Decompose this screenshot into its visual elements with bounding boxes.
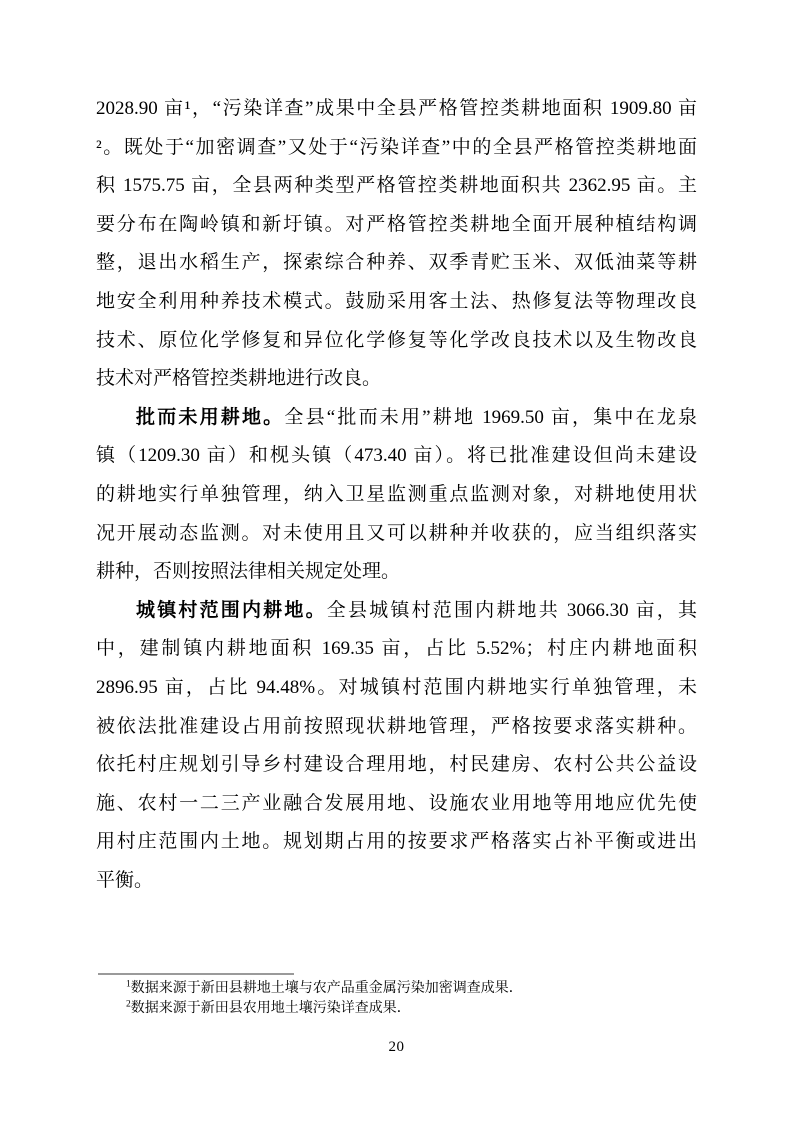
body-line: 依托村庄规划引导乡村建设合理用地，村民建房、农村公共公益设 bbox=[96, 754, 697, 776]
body-line: 镇（1209.30 亩）和枧头镇（473.40 亩）。将已批准建设但尚未建设 bbox=[96, 445, 697, 467]
body-line: 被依法批准建设占用前按照现状耕地管理，严格按要求落实耕种。 bbox=[96, 715, 697, 737]
paragraph-strict-control-farmland bbox=[96, 90, 697, 399]
paragraph-lead-rest: 全县城镇村范围内耕地共 3066.30 亩，其 bbox=[326, 599, 697, 621]
paragraph-lead-line bbox=[96, 399, 697, 438]
body-line: 施、农村一二三产业融合发展用地、设施农业用地等用地应优先使 bbox=[96, 792, 697, 814]
body-line: 中，建制镇内耕地面积 169.35 亩，占比 5.52%；村庄内耕地面积 bbox=[96, 638, 697, 660]
body-line: 积 1575.75 亩，全县两种类型严格管控类耕地面积共 2362.95 亩。主 bbox=[96, 175, 697, 197]
body-line: 平衡。 bbox=[96, 869, 154, 891]
footnote-marker: 2 bbox=[126, 998, 131, 1009]
body-line: 用村庄范围内土地。规划期占用的按要求严格落实占补平衡或进出 bbox=[96, 831, 697, 853]
footnote-text: 数据来源于新田县耕地土壤与农产品重金属污染加密调查成果． bbox=[130, 981, 523, 996]
footnote-1 bbox=[96, 979, 697, 999]
paragraph-urban-village-farmland bbox=[96, 592, 697, 901]
body-line: 况开展动态监测。对未使用且又可以耕种并收获的，应当组织落实 bbox=[96, 522, 697, 544]
body-line: 耕种，否则按照法律相关规定处理。 bbox=[96, 561, 401, 583]
body-line: 要分布在陶岭镇和新圩镇。对严格管控类耕地全面开展种植结构调 bbox=[96, 213, 697, 235]
body-text-block bbox=[96, 90, 697, 900]
body-line: 2896.95 亩，占比 94.48%。对城镇村范围内耕地实行单独管理，未 bbox=[96, 676, 697, 698]
body-line: 2028.90 亩¹，“污染详查”成果中全县严格管控类耕地面积 1909.80 亩 bbox=[96, 98, 697, 119]
footnote-text: 数据来源于新田县农用地土壤污染详查成果． bbox=[130, 1000, 411, 1016]
footnote-2 bbox=[96, 999, 697, 1019]
body-line: 的耕地实行单独管理，纳入卫星监测重点监测对象，对耕地使用状 bbox=[96, 483, 697, 505]
paragraph-lead-line bbox=[96, 592, 697, 631]
footnote-marker: 1 bbox=[126, 979, 131, 990]
footnotes bbox=[96, 979, 697, 1018]
body-line: ²。既处于“加密调查”又处于“污染详查”中的全县严格管控类耕地面 bbox=[96, 136, 697, 158]
paragraph-lead-label: 城镇村范围内耕地。 bbox=[136, 599, 327, 621]
footnote-separator bbox=[98, 973, 294, 975]
paragraph-lead-rest: 全县“批而未用”耕地 1969.50 亩，集中在龙泉 bbox=[284, 406, 697, 428]
body-line: 地安全利用种养技术模式。鼓励采用客土法、热修复法等物理改良 bbox=[96, 290, 697, 312]
body-line: 技术对严格管控类耕地进行改良。 bbox=[96, 368, 382, 390]
page-number: 20 bbox=[388, 1039, 405, 1055]
body-line: 整，退出水稻生产，探索综合种养、双季青贮玉米、双低油菜等耕 bbox=[96, 252, 697, 274]
paragraph-approved-unused-farmland bbox=[96, 399, 697, 592]
body-line: 技术、原位化学修复和异位化学修复等化学改良技术以及生物改良 bbox=[96, 329, 697, 351]
paragraph-lead-label: 批而未用耕地。 bbox=[136, 406, 285, 428]
